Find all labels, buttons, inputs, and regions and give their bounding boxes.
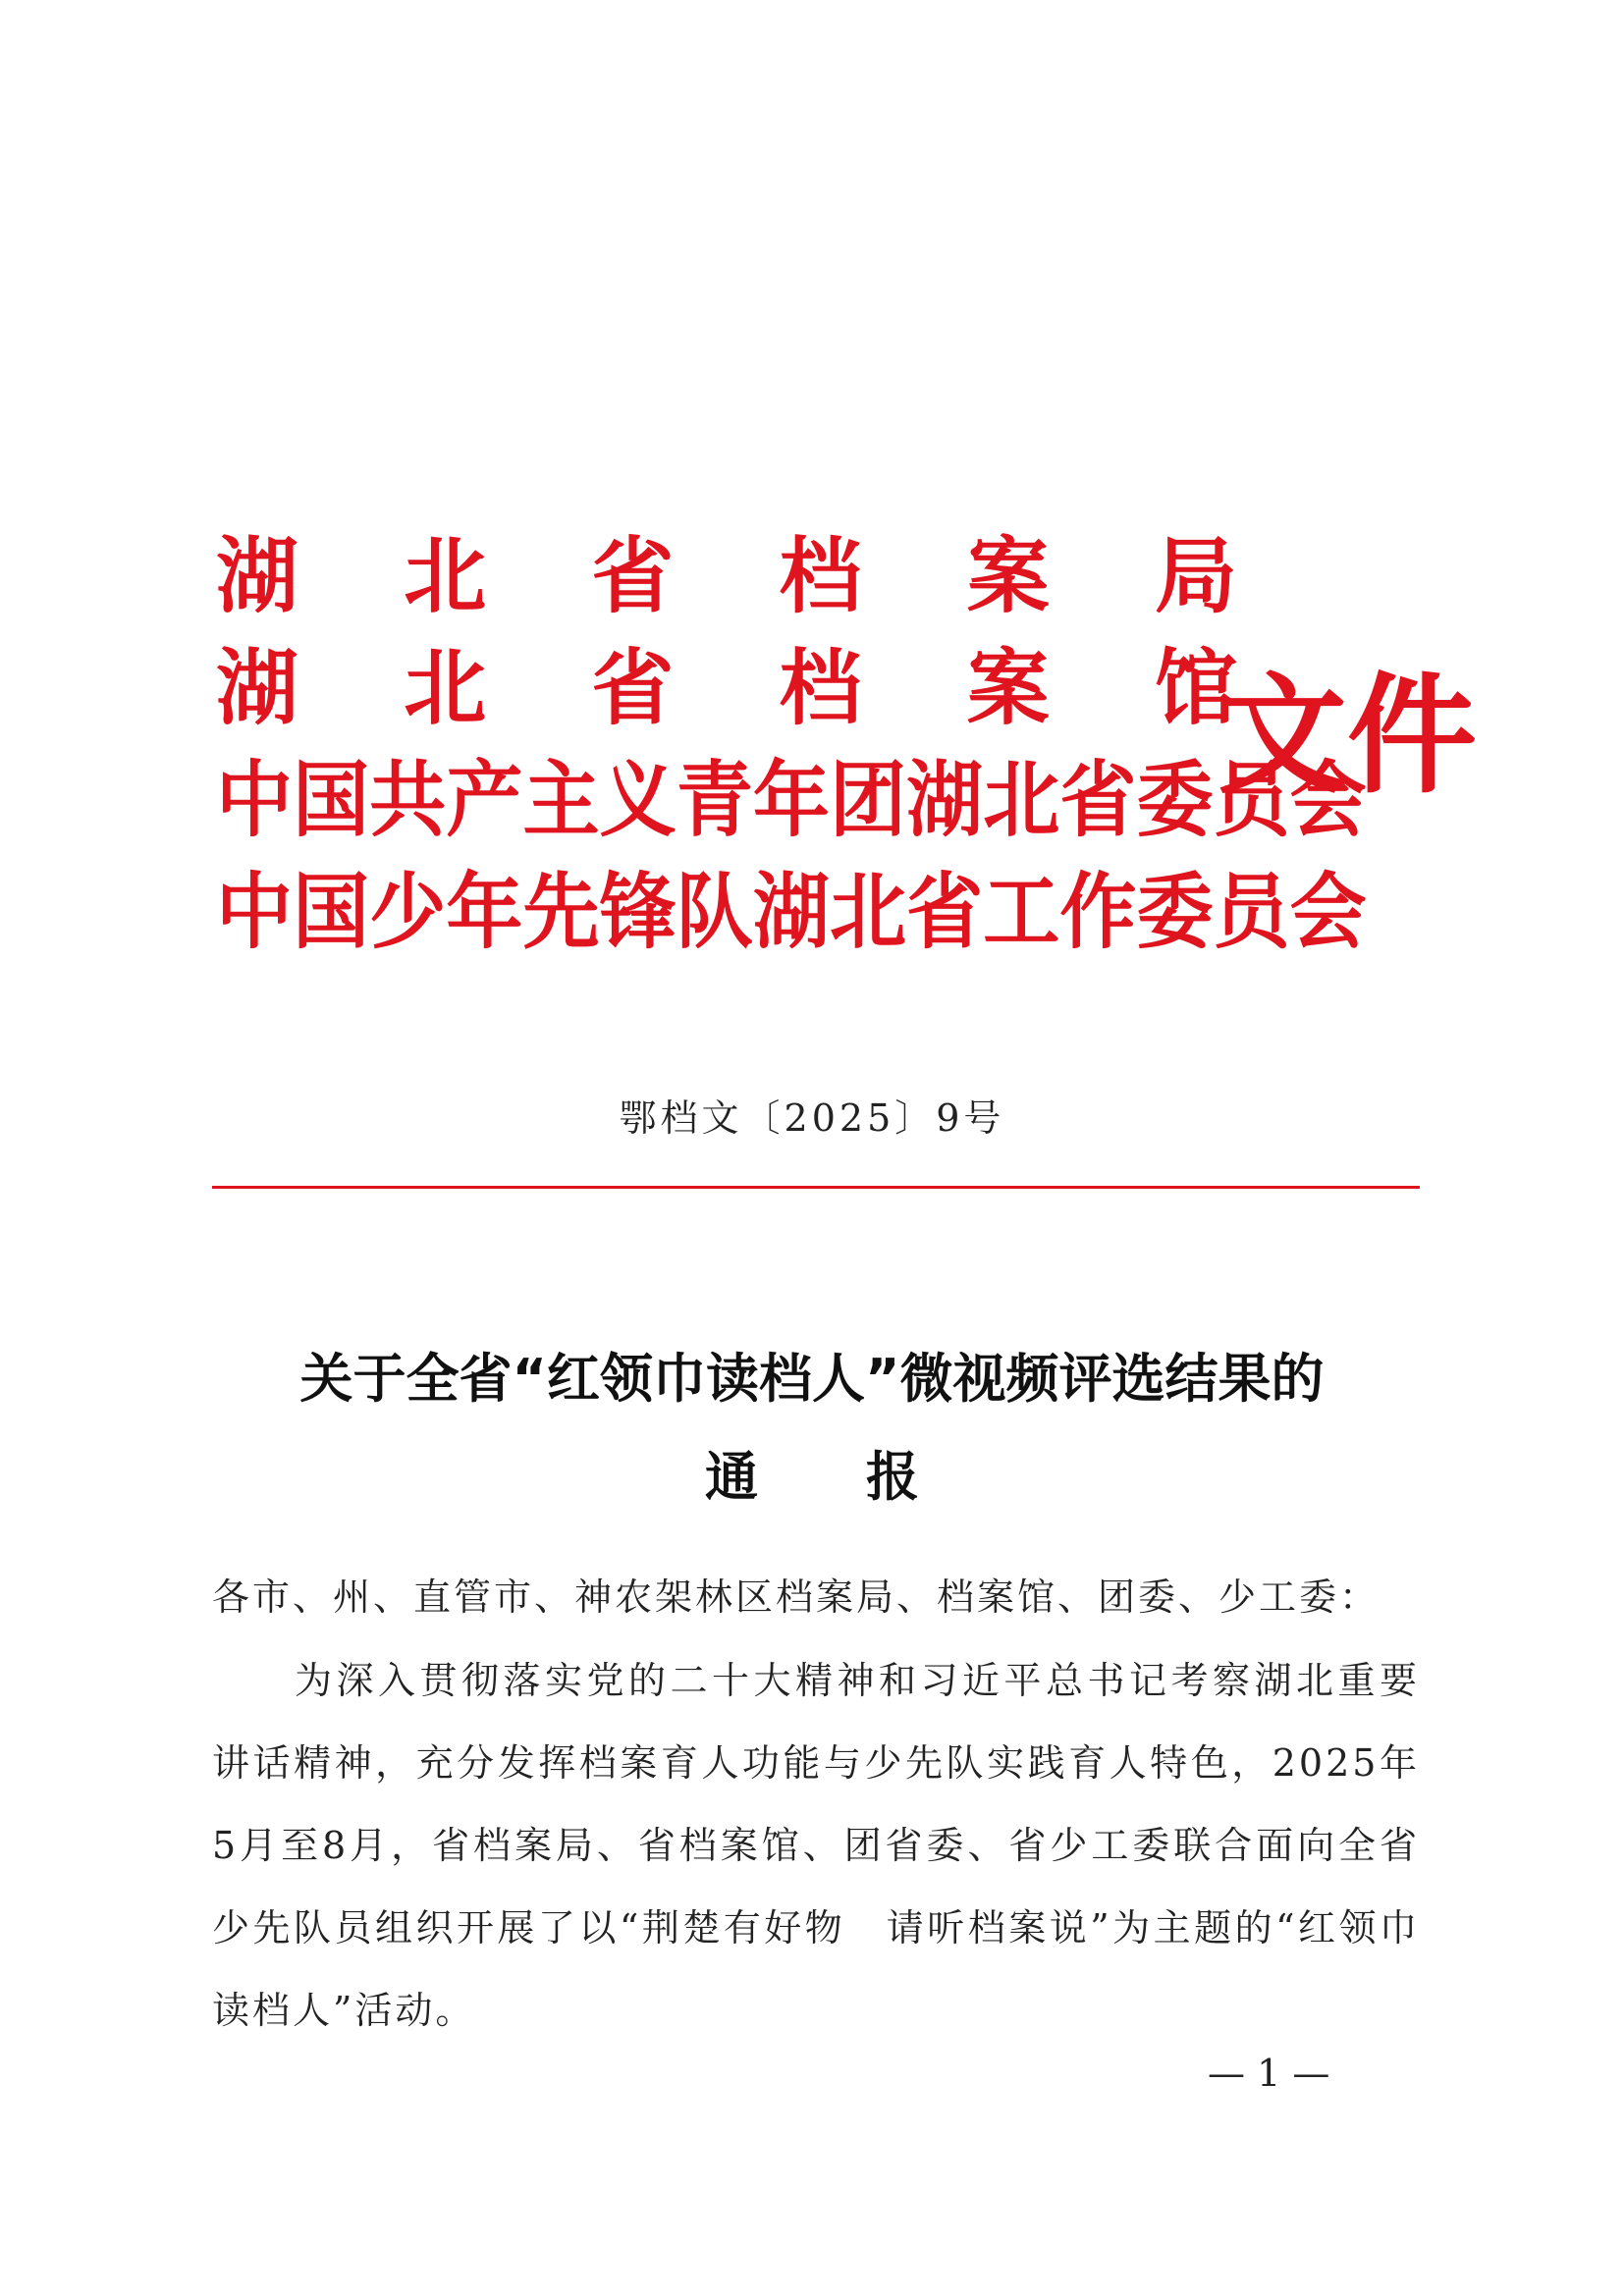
issuer-archives-museum: 湖北省档案馆 <box>216 640 1237 736</box>
document-number: 鄂档文〔2025〕9号 <box>619 1096 1005 1140</box>
red-divider <box>212 1186 1420 1189</box>
issuer-young-pioneers: 中国少年先锋队湖北省工作委员会 <box>216 864 1367 960</box>
document-title-line-2: 通报 <box>705 1446 1027 1508</box>
salutation: 各市、州、直管市、神农架林区档案局、档案馆、团委、少工委： <box>212 1575 1380 1619</box>
document-title-line-1: 关于全省“红领巾读档人”微视频评选结果的 <box>299 1348 1325 1410</box>
body-paragraph: 为深入贯彻落实党的二十大精神和习近平总书记考察湖北重要讲话精神，充分发挥档案育人功能与少先队实践育人特色，2025年5月至8月，省档案局、省档案馆、团省委、省少工委联合面向全省少先队员组织开展了以“荆楚有好物 请听档案说”为主题的“红领巾读档人”活动。 <box>212 1659 1420 2032</box>
page-number: — 1 — <box>1208 2052 1330 2095</box>
issuer-youth-league: 中国共产主义青年团湖北省委员会 <box>216 752 1367 848</box>
document-type-label: 文件 <box>1218 661 1477 812</box>
issuer-archives-bureau: 湖北省档案局 <box>216 528 1237 624</box>
